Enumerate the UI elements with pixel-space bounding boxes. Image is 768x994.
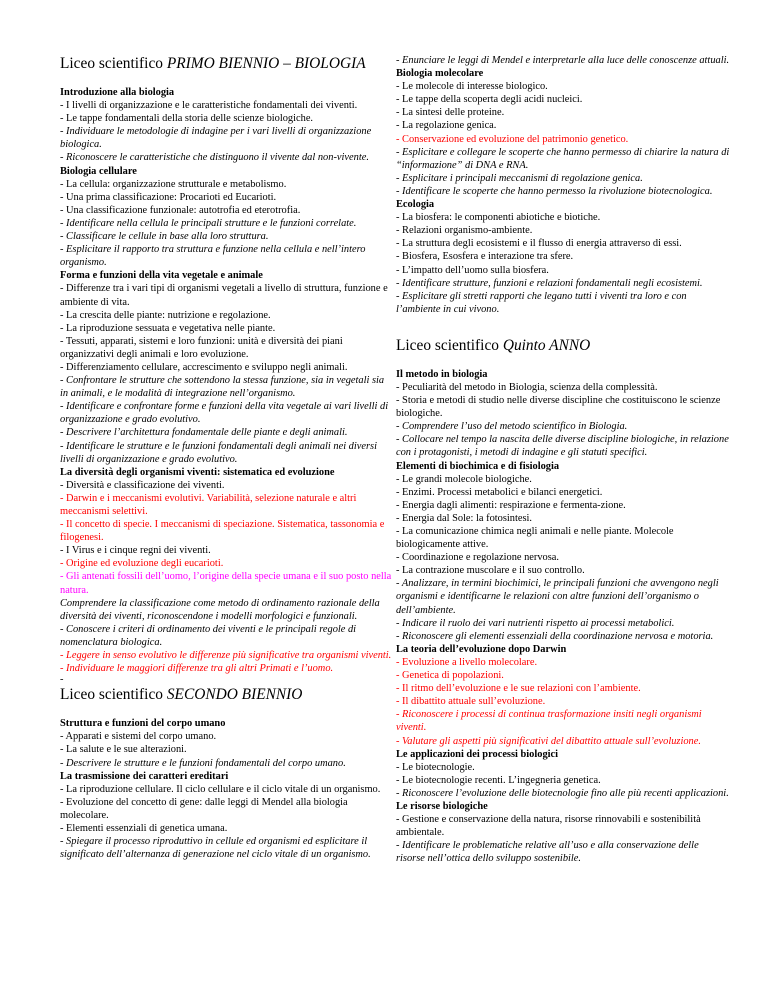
- list-item: - Confrontare le strutture che sottendono la stessa funzione, sia in vegetali sia in animali, e le modalità di integrazione nell’organismo.: [60, 375, 385, 400]
- list-item: - Spiegare il processo riproduttivo in cellule ed organismi ed esplicitare il significato dell’alternanza di generazione nel ciclo vitale di un organismo.: [60, 836, 371, 861]
- list-item: - Individuare le metodologie di indagine per i vari livelli di organizzazione biologica.: [60, 126, 372, 151]
- list-item: - Identificare le problematiche relative all’uso e alla conservazione delle risorse nell’ottica dello sviluppo sostenibile.: [396, 840, 699, 865]
- list-item: - Energia dal Sole: la fotosintesi.: [396, 512, 533, 524]
- list-item: - La contrazione muscolare e il suo controllo.: [396, 565, 585, 577]
- list-item: - Il ritmo dell’evoluzione e le sue relazioni con l’ambiente.: [396, 683, 641, 695]
- section-title: Introduzione alla biologia: [60, 87, 175, 98]
- list-item: - Identificare strutture, funzioni e relazioni fondamentali negli ecosistemi.: [396, 277, 703, 289]
- list-item: - Le biotecnologie.: [396, 761, 475, 773]
- section-title: Il metodo in biologia: [396, 368, 488, 380]
- list-item: - Valutare gli aspetti più significativi del dibattito attuale sull’evoluzione.: [396, 735, 701, 747]
- list-item: - Riconoscere l’evoluzione delle biotecnologie fino alle più recenti applicazioni.: [396, 787, 729, 799]
- list-item: Comprendere la classificazione come metodo di ordinamento razionale della diversità dei viventi, riconoscendone i modelli morfologici e funzionali.: [60, 597, 380, 622]
- list-item: - Energia dagli alimenti: respirazione e fermenta-zione.: [396, 499, 626, 511]
- list-item: - Classificare le cellule in base alla loro struttura.: [60, 231, 269, 243]
- list-item: - Origine ed evoluzione degli eucarioti.: [60, 558, 224, 570]
- list-item: - La crescita delle piante: nutrizione e regolazione.: [60, 309, 271, 321]
- list-item: - Descrivere le strutture e le funzioni fondamentali del corpo umano.: [60, 757, 346, 769]
- list-item: - Conservazione ed evoluzione del patrimonio genetico.: [396, 133, 629, 145]
- section-title: Elementi di biochimica e di fisiologia: [396, 460, 560, 472]
- list-item: - Riconoscere gli elementi essenziali della coordinazione nervosa e motoria.: [396, 630, 714, 642]
- list-item: - La biosfera: le componenti abiotiche e biotiche.: [396, 212, 601, 224]
- list-item: - Differenziamento cellulare, accrescimento e sviluppo negli animali.: [60, 361, 348, 373]
- list-item: -: [60, 674, 64, 686]
- left-column: [60, 54, 394, 861]
- list-item: - Collocare nel tempo la nascita delle diverse discipline biologiche, in relazione con i protagonisti, i metodi di indagine e gli statuti specifici.: [396, 434, 729, 459]
- list-item: - Relazioni organismo-ambiente.: [396, 225, 533, 237]
- list-item: - Una classificazione funzionale: autotrofia ed eterotrofia.: [60, 204, 301, 216]
- list-item: - I livelli di organizzazione e le caratteristiche fondamentali dei viventi.: [60, 100, 358, 112]
- list-item: - Identificare le scoperte che hanno permesso la rivoluzione biotecnologica.: [396, 185, 713, 197]
- list-item: - Identificare e confrontare forme e funzioni della vita vegetale ai vari livelli di organizzazione e grado evolutivo.: [60, 401, 389, 426]
- list-item: - Il dibattito attuale sull’evoluzione.: [396, 696, 546, 708]
- list-item: - La sintesi delle proteine.: [396, 107, 505, 119]
- section-title: Biologia cellulare: [60, 165, 137, 177]
- list-item: - Coordinazione e regolazione nervosa.: [396, 552, 560, 564]
- list-item: - Genetica di popolazioni.: [396, 670, 504, 682]
- list-item: - Apparati e sistemi del corpo umano.: [60, 731, 217, 743]
- list-item: - Elementi essenziali di genetica umana.: [60, 822, 228, 834]
- section-title: La trasmissione dei caratteri ereditari: [60, 770, 229, 782]
- list-item: - Biosfera, Esosfera e interazione tra sfere.: [396, 251, 574, 263]
- list-item: - Riconoscere le caratteristiche che distinguono il vivente dal non-vivente.: [60, 152, 369, 164]
- section-title: La diversità degli organismi viventi: sistematica ed evoluzione: [60, 466, 335, 478]
- list-item: - Leggere in senso evolutivo le differenze più significative tra organismi viventi.: [60, 650, 392, 662]
- right-column: [396, 54, 730, 865]
- list-item: - La cellula: organizzazione strutturale e metabolismo.: [60, 178, 287, 190]
- heading-quinto-anno: [396, 336, 730, 355]
- list-item: - Il concetto di specie. I meccanismi di speciazione. Sistematica, tassonomia e filogenesi.: [60, 519, 385, 544]
- list-item: - I Virus e i cinque regni dei viventi.: [60, 545, 211, 557]
- list-item: - Riconoscere i processi di continua trasformazione insiti negli organismi viventi.: [396, 709, 702, 734]
- list-item: - La riproduzione sessuata e vegetativa nelle piante.: [60, 322, 276, 334]
- list-item: - Storia e metodi di studio nelle diverse discipline che costituiscono le scienze biologiche.: [396, 395, 721, 420]
- heading-level: Quinto ANNO: [502, 336, 591, 354]
- list-item: - Enzimi. Processi metabolici e bilanci energetici.: [396, 486, 603, 498]
- heading-secondo-biennio: [60, 685, 394, 704]
- list-item: - Tessuti, apparati, sistemi e loro funzioni: unità e diversità dei piani organizzativi degli animali e loro evoluzione.: [60, 335, 343, 360]
- list-item: - Le tappe fondamentali della storia delle scienze biologiche.: [60, 113, 314, 125]
- list-item: - Esplicitare il rapporto tra struttura e funzione nella cellula e nell’intero organismo.: [60, 244, 366, 269]
- list-item: - Peculiarità del metodo in Biologia, scienza della complessità.: [396, 381, 658, 393]
- list-item: - Gestione e conservazione della natura, risorse rinnovabili e sostenibilità ambientale.: [396, 814, 701, 839]
- list-item: - Darwin e i meccanismi evolutivi. Variabilità, selezione naturale e altri meccanismi selettivi.: [60, 492, 357, 517]
- list-item: - Comprendere l’uso del metodo scientifico in Biologia.: [396, 421, 628, 433]
- heading-prefix: Liceo scientifico: [396, 336, 503, 354]
- list-item: - La struttura degli ecosistemi e il flusso di energia attraverso di essi.: [396, 238, 682, 250]
- list-item: - Le molecole di interesse biologico.: [396, 81, 548, 93]
- heading-prefix: Liceo scientifico: [60, 686, 167, 704]
- section-title: Ecologia: [396, 199, 435, 211]
- list-item: - L’impatto dell’uomo sulla biosfera.: [396, 264, 549, 276]
- heading-prefix: Liceo scientifico: [60, 55, 167, 72]
- list-item: - La riproduzione cellulare. Il ciclo cellulare e il ciclo vitale di un organismo.: [60, 783, 381, 795]
- list-item: - Conoscere i criteri di ordinamento dei viventi e le principali regole di nomenclatura biologica.: [60, 623, 357, 648]
- section-title: Struttura e funzioni del corpo umano: [60, 718, 226, 730]
- list-item: - Diversità e classificazione dei viventi.: [60, 479, 225, 491]
- list-item: - Individuare le maggiori differenze tra gli altri Primati e l’uomo.: [60, 663, 334, 675]
- list-item: - Esplicitare i principali meccanismi di regolazione genica.: [396, 172, 643, 184]
- list-item: - Esplicitare gli stretti rapporti che legano tutti i viventi tra loro e con l’ambiente in cui vivono.: [396, 290, 687, 315]
- heading-level: PRIMO BIENNIO – BIOLOGIA: [166, 55, 366, 72]
- list-item: - Descrivere l’architettura fondamentale delle piante e degli animali.: [60, 427, 348, 439]
- list-item: - Analizzare, in termini biochimici, le principali funzioni che avvengono negli organismi e identificarne le relazioni con altre funzioni dell’organismo o dell’ambiente.: [396, 578, 719, 616]
- list-item: - Identificare le strutture e le funzioni fondamentali degli animali nei diversi livelli di organizzazione e grado evolutivo.: [60, 440, 377, 465]
- list-item: - La salute e le sue alterazioni.: [60, 744, 187, 756]
- list-item: - La regolazione genica.: [396, 120, 497, 132]
- section-title: Le risorse biologiche: [396, 800, 488, 812]
- list-item: - Evoluzione del concetto di gene: dalle leggi di Mendel alla biologia molecolare.: [60, 796, 348, 821]
- list-item: - Gli antenati fossili dell’uomo, l’origine della specie umana e il suo posto nella natura.: [60, 571, 392, 596]
- list-item: - Le biotecnologie recenti. L’ingegneria genetica.: [396, 774, 601, 786]
- section-title: Forma e funzioni della vita vegetale e animale: [60, 270, 263, 282]
- list-item: - Enunciare le leggi di Mendel e interpretarle alla luce delle conoscenze attuali.: [396, 55, 730, 66]
- list-item: - Indicare il ruolo dei vari nutrienti rispetto ai processi metabolici.: [396, 617, 675, 629]
- list-item: - Differenze tra i vari tipi di organismi vegetali a livello di struttura, funzione e ambiente di vita.: [60, 283, 388, 308]
- list-item: - Esplicitare e collegare le scoperte che hanno permesso di chiarire la natura di “informazione” di DNA e RNA.: [396, 146, 730, 171]
- section-title: Le applicazioni dei processi biologici: [396, 748, 559, 760]
- list-item: - Identificare nella cellula le principali strutture e le funzioni correlate.: [60, 217, 357, 229]
- list-item: - Evoluzione a livello molecolare.: [396, 656, 538, 668]
- list-item: - Una prima classificazione: Procarioti ed Eucarioti.: [60, 191, 277, 203]
- heading-level: SECONDO BIENNIO: [166, 686, 303, 704]
- heading-primo-biennio: [60, 54, 394, 73]
- list-item: - Le tappe della scoperta degli acidi nucleici.: [396, 94, 583, 106]
- list-item: - Le grandi molecole biologiche.: [396, 473, 532, 485]
- section-title: La teoria dell’evoluzione dopo Darwin: [396, 643, 567, 655]
- section-title: Biologia molecolare: [396, 68, 484, 80]
- list-item: - La comunicazione chimica negli animali e nelle piante. Molecole biologicamente attive.: [396, 526, 674, 551]
